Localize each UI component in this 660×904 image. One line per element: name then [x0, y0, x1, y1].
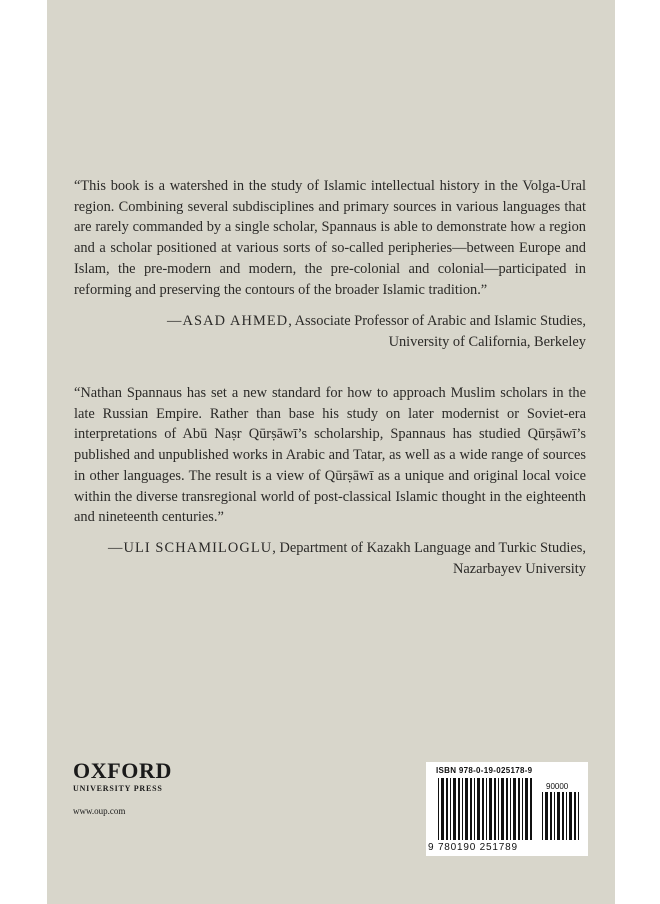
barcode-bar [518, 778, 520, 840]
attribution-line-2 [66, 538, 586, 559]
blurb-quote-2-text: “Nathan Spannaus has set a new standard for how to approach Muslim scholars in the late Russian Empire. Rather than base his study on later modernist or Soviet-era interpretations of Abū Naṣr Qūrṣāwī’s scholarship, Spannaus has studied Qūrṣāwī’s published and unpublished works in Arabic and Tatar, as well as a wide range of sources in other languages. The result is a view of Qūrṣāwī as a unique and original local voice within the diverse transregional world of post-classical Islamic thought in the eighteenth and nineteenth centuries.” [74, 385, 586, 526]
barcode-bar [501, 778, 504, 840]
barcode-main-bars [438, 778, 532, 840]
publisher-logo-text: OXFORD [73, 758, 172, 783]
attribution-title: , Department of Kazakh Language and Turkic Studies, [272, 540, 586, 556]
price-code: 90000 [546, 782, 569, 791]
barcode-bar [542, 792, 543, 840]
barcode-bar [525, 778, 528, 840]
barcode-bar [513, 778, 516, 840]
barcode-bar [498, 778, 499, 840]
blurb-quote-2 [74, 383, 586, 528]
barcode-bar [510, 778, 511, 840]
attribution-affiliation: Nazarbayev University [452, 561, 586, 577]
barcode-bar [566, 792, 567, 840]
barcode-bar [562, 792, 564, 840]
barcode-addon-bars [542, 792, 579, 840]
barcode-bar [446, 778, 448, 840]
barcode-bar [494, 778, 496, 840]
attribution-name: —ASAD AHMED [167, 313, 289, 329]
barcode-bar [569, 792, 572, 840]
barcode-bar [474, 778, 475, 840]
barcode-bar [522, 778, 523, 840]
blurb-attribution-2 [66, 538, 586, 580]
barcode-bar [458, 778, 460, 840]
barcode-bar [477, 778, 480, 840]
barcode-bar [578, 792, 579, 840]
barcode-digits: 9 780190 251789 [428, 842, 518, 853]
barcode-bar [486, 778, 487, 840]
barcode-bar [550, 792, 552, 840]
isbn-label: ISBN 978-0-19-025178-9 [436, 766, 533, 775]
barcode-bar [470, 778, 472, 840]
barcode-bar [438, 778, 439, 840]
barcode-bar [506, 778, 508, 840]
barcode-bar [574, 792, 576, 840]
barcode-bar [450, 778, 451, 840]
publisher-logo [73, 760, 172, 793]
barcode-bar [489, 778, 492, 840]
barcode-bar [557, 792, 560, 840]
blurb-attribution-1 [66, 311, 586, 353]
blurb-quote-1 [74, 176, 586, 300]
barcode-bar [465, 778, 468, 840]
blurb-quote-1-text: “This book is a watershed in the study of Islamic intellectual history in the Volga-Ural region. Combining several subdisciplines and primary sources in various languages that are rarely commanded by a single scholar, Spannaus is able to demonstrate how a region and a scholar positioned at various sorts of so-called peripheries—between Europe and Islam, the pre-modern and modern, the pre-colonial and colonial—participated in reforming and preserving the contours of the broader Islamic tradition.” [74, 178, 586, 298]
attribution-title: , Associate Professor of Arabic and Islamic Studies, [288, 313, 586, 329]
barcode-bar [545, 792, 548, 840]
publisher-url: www.oup.com [73, 806, 126, 816]
publisher-subtitle: UNIVERSITY PRESS [73, 784, 163, 793]
attribution-line-1 [66, 311, 586, 332]
barcode-bar [482, 778, 484, 840]
barcode-bar [453, 778, 456, 840]
barcode-bar [530, 778, 532, 840]
barcode-bar [462, 778, 463, 840]
isbn-barcode [426, 762, 588, 856]
barcode-bar [554, 792, 555, 840]
attribution-affiliation: University of California, Berkeley [388, 334, 586, 350]
barcode-bar [441, 778, 444, 840]
attribution-name: —ULI SCHAMILOGLU [107, 540, 273, 556]
